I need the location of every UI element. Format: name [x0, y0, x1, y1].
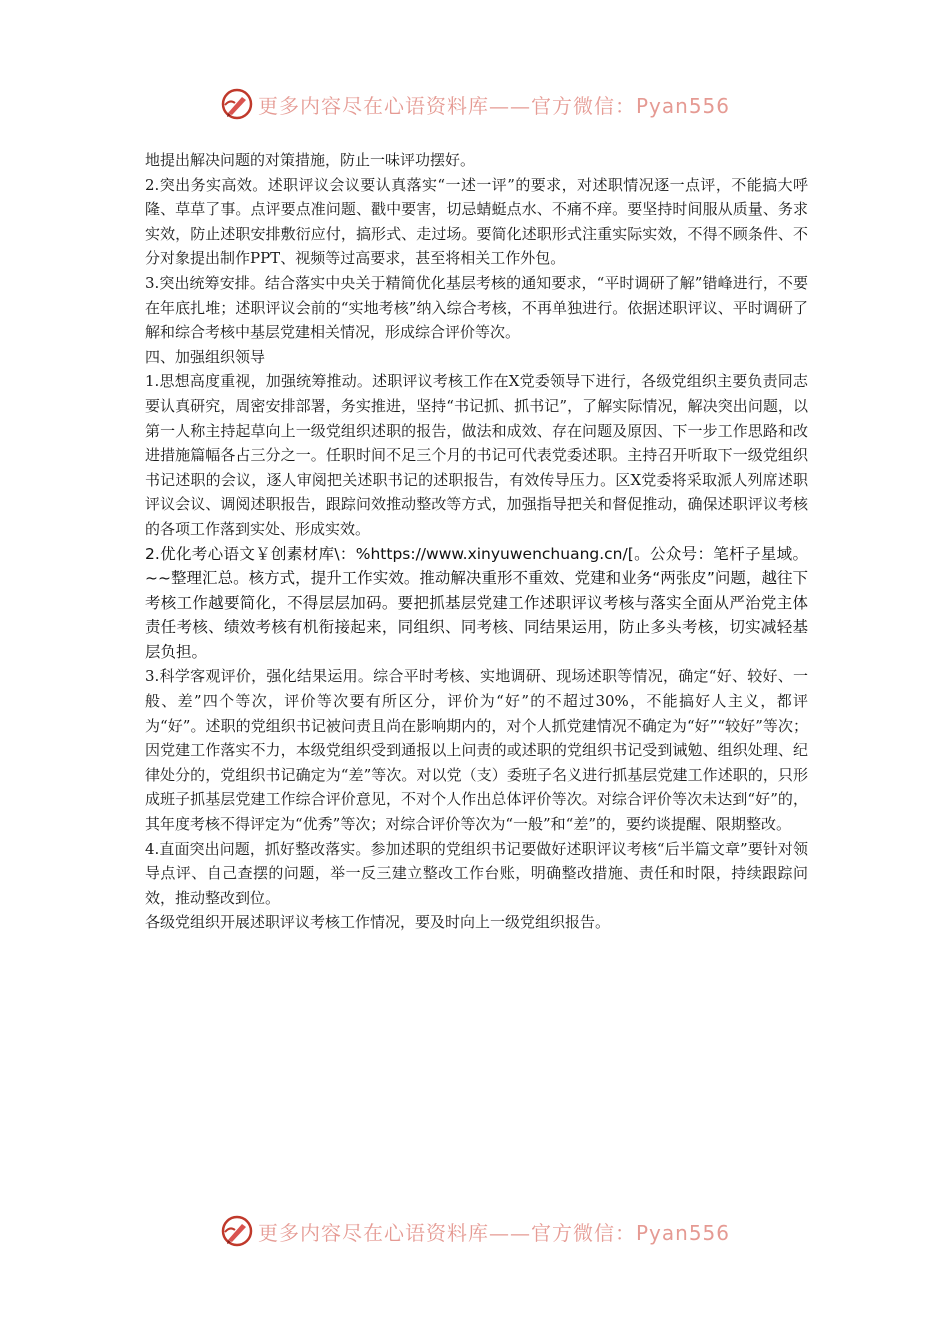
document-body [145, 148, 808, 935]
paragraph: 3.科学客观评价，强化结果运用。综合平时考核、实地调研、现场述职等情况，确定“好、较好、一般、差”四个等次，评价等次要有所区分，评价为“好”的不超过30%，不能搞好人主义，都评为“好”。述职的党组织书记被问责且尚在影响期内的，对个人抓党建情况不确定为“好”“较好”等次；因党建工作落实不力，本级党组织受到通报以上问责的或述职的党组织书记受到诫勉、组织处理、纪律处分的，党组织书记确定为“差”等次。对以党（支）委班子名义进行抓基层党建工作述职的，只形成班子抓基层党建工作综合评价意见，不对个人作出总体评价等次。对综合评价等次未达到“好”的，其年度考核不得评定为“优秀”等次；对综合评价等次为“一般”和“差”的，要约谈提醒、限期整改。 [145, 667, 808, 834]
paragraph: 各级党组织开展述职评议考核工作情况，要及时向上一级党组织报告。 [145, 913, 611, 932]
section-heading: 四、加强组织领导 [145, 347, 266, 366]
paragraph: 3.突出统筹安排。结合落实中央关于精简优化基层考核的通知要求，“平时调研了解”错峰进行，不要在年底扎堆；述职评议会前的“实地考核”纳入综合考核，不再单独进行。依据述职评议、平时调研了解和综合考核中基层党建相关情况，形成综合评价等次。 [145, 273, 808, 342]
paragraph: 地提出解决问题的对策措施，防止一味评功摆好。 [145, 151, 476, 169]
pen-logo-icon [220, 1214, 254, 1248]
paragraph: 4.直面突出问题，抓好整改落实。参加述职的党组织书记要做好述职评议考核“后半篇文章”要针对领导点评、自己查摆的问题，举一反三建立整改工作台账，明确整改措施、责任和时限，持续跟踪问效，推动整改到位。 [145, 839, 808, 907]
banner-title: 更多内容尽在心语资料库——官方微信：Pyan556 [257, 1220, 730, 1245]
pen-logo-icon [220, 87, 254, 121]
header-banner [0, 84, 950, 124]
banner-wechat-id: Pyan556 [635, 1220, 730, 1245]
paragraph: 1.思想高度重视，加强统筹推动。述职评议考核工作在X党委领导下进行，各级党组织主要负责同志要认真研究，周密安排部署，务实推进，坚持“书记抓、抓书记”，了解实际情况，解决突出问题，以第一人称主持起草向上一级党组织述职的报告，做法和成效、存在问题及原因、下一步工作思路和改进措施篇幅各占三分之一。任职时间不足三个月的书记可代表党委述职。主持召开听取下一级党组织书记述职的会议，逐人审阅把关述职书记的述职报告，有效传导压力。区X党委将采取派人列席述职评议会议、调阅述职报告，跟踪问效推动整改等方式，加强指导把关和督促推动，确保述职评议考核的各项工作落到实处、形成实效。 [145, 372, 808, 538]
banner-wechat-id: Pyan556 [635, 93, 730, 118]
footer-banner [0, 1211, 950, 1251]
banner-title: 更多内容尽在心语资料库——官方微信：Pyan556 [257, 93, 730, 118]
paragraph: 2.优化考心语文￥创素材库\：%https://www.xinyuwenchuang.cn/[。公众号：笔杆子星域。~~整理汇总。核方式，提升工作实效。推动解决重形不重效、党建和业务“两张皮”问题，越往下考核工作越要简化，不得层层加码。要把抓基层党建工作述职评议考核与落实全面从严治党主体责任考核、绩效考核有机衔接起来，同组织、同考核、同结果运用，防止多头考核，切实减轻基层负担。 [145, 544, 808, 661]
paragraph: 2.突出务实高效。述职评议会议要认真落实“一述一评”的要求，对述职情况逐一点评，不能搞大呼隆、草草了事。点评要点准问题、戳中要害，切忌蜻蜓点水、不痛不痒。要坚持时间服从质量、务求实效，防止述职安排敷衍应付，搞形式、走过场。要简化述职形式注重实际实效，不得不顾条件、不分对象提出制作PPT、视频等过高要求，甚至将相关工作外包。 [145, 175, 808, 268]
